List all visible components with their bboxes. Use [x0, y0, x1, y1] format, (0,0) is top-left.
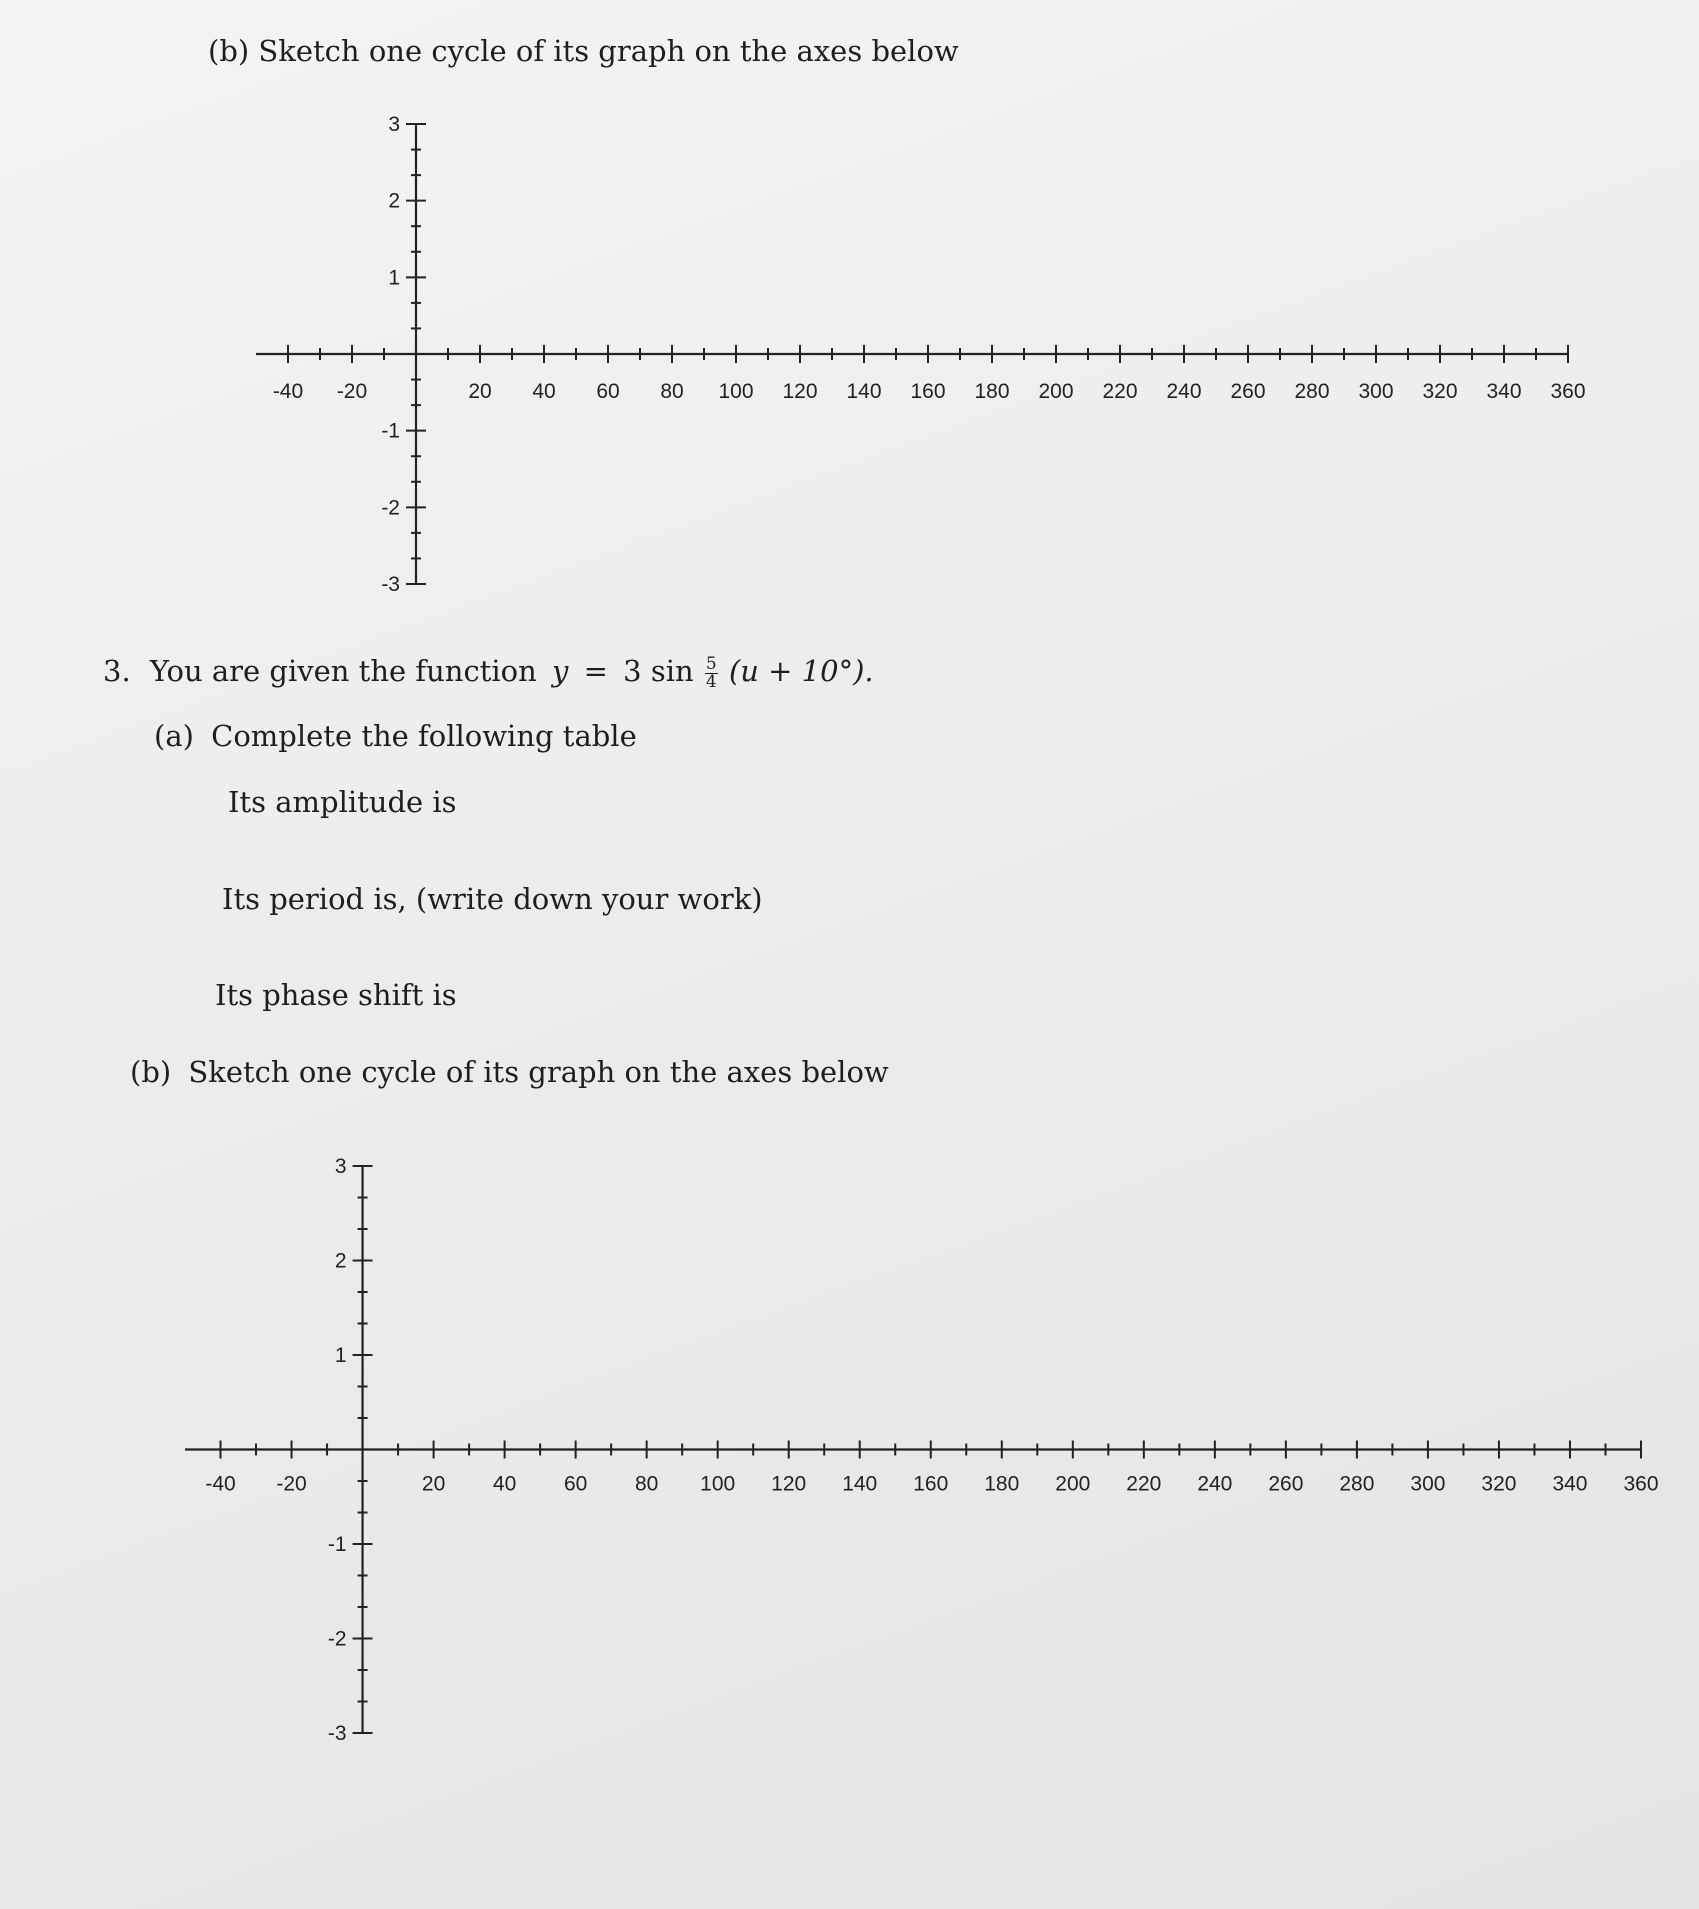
x-tick-label: 340	[1552, 1472, 1588, 1496]
x-tick-label: 80	[660, 380, 684, 403]
eq-frac-den: 4	[705, 671, 717, 692]
part-b-label: (b)	[130, 1055, 172, 1089]
y-tick-label: -2	[327, 1627, 347, 1651]
x-tick-label: -20	[336, 380, 368, 403]
part-b-text: Sketch one cycle of its graph on the axes below	[188, 1055, 889, 1089]
y-tick-label: 2	[388, 189, 400, 213]
y-tick-label: -1	[381, 419, 400, 443]
x-tick-label: 360	[1623, 1472, 1659, 1496]
x-tick-label: 200	[1055, 1472, 1091, 1496]
x-tick-label: 300	[1410, 1472, 1446, 1496]
x-tick-label: 260	[1230, 380, 1266, 403]
period-prompt: Its period is, (write down your work)	[222, 882, 763, 916]
x-tick-label: 260	[1268, 1472, 1304, 1496]
x-tick-label: 120	[782, 380, 818, 403]
y-tick-label: -1	[327, 1533, 347, 1556]
x-tick-label: 160	[910, 380, 946, 403]
x-tick-label: 220	[1126, 1472, 1162, 1496]
x-tick-label: 40	[492, 1472, 517, 1496]
x-tick-label: 360	[1550, 380, 1586, 403]
y-tick-label: 2	[334, 1249, 347, 1273]
part-a-label: (a)	[154, 719, 194, 753]
x-tick-label: 40	[532, 380, 556, 403]
x-tick-label: 320	[1422, 380, 1458, 403]
y-tick-label: 3	[334, 1155, 347, 1178]
x-tick-label: 60	[563, 1472, 588, 1496]
x-tick-label: 240	[1166, 380, 1202, 403]
eq-arg: (u + 10°).	[728, 654, 874, 688]
y-tick-label: -3	[327, 1722, 347, 1745]
eq-lhs: y	[552, 654, 569, 688]
x-tick-label: 100	[700, 1472, 736, 1496]
x-tick-label: 80	[634, 1472, 659, 1496]
x-tick-label: 300	[1358, 380, 1394, 403]
eq-func: sin	[650, 654, 694, 688]
part-b-label: (b)	[208, 34, 250, 68]
x-tick-label: 60	[596, 380, 620, 403]
x-tick-label: 240	[1197, 1472, 1233, 1496]
x-tick-label: 20	[421, 1472, 446, 1496]
x-tick-label: 20	[468, 380, 492, 403]
y-tick-label: 1	[334, 1344, 347, 1367]
x-tick-label: 140	[842, 1472, 878, 1496]
y-tick-label: -2	[381, 496, 400, 520]
phase-shift-prompt: Its phase shift is	[215, 978, 457, 1012]
x-tick-label: 160	[913, 1472, 949, 1496]
x-tick-label: -40	[272, 380, 304, 403]
x-tick-label: 100	[718, 380, 754, 403]
part-a-text: Complete the following table	[211, 719, 637, 753]
x-tick-label: 280	[1339, 1472, 1375, 1496]
x-tick-label: 280	[1294, 380, 1330, 403]
x-tick-label: -20	[276, 1472, 307, 1496]
x-tick-label: 200	[1038, 380, 1074, 403]
x-tick-label: -40	[205, 1472, 236, 1496]
y-tick-label: -3	[381, 573, 400, 596]
x-tick-label: 320	[1481, 1472, 1517, 1496]
x-tick-label: 140	[846, 380, 882, 403]
x-tick-label: 180	[984, 1472, 1020, 1496]
question-number: 3.	[103, 654, 131, 688]
x-tick-label: 180	[974, 380, 1010, 403]
part-b-text: Sketch one cycle of its graph on the axes below	[258, 34, 959, 68]
x-tick-label: 220	[1102, 380, 1138, 403]
y-tick-label: 1	[388, 266, 400, 290]
y-tick-label: 3	[388, 113, 400, 136]
amplitude-prompt: Its amplitude is	[228, 785, 457, 819]
x-tick-label: 120	[771, 1472, 807, 1496]
eq-sign: =	[583, 654, 608, 688]
question-intro: You are given the function	[149, 654, 537, 688]
x-tick-label: 340	[1486, 380, 1522, 403]
eq-frac-num: 5	[705, 653, 717, 674]
eq-coef: 3	[623, 654, 642, 688]
